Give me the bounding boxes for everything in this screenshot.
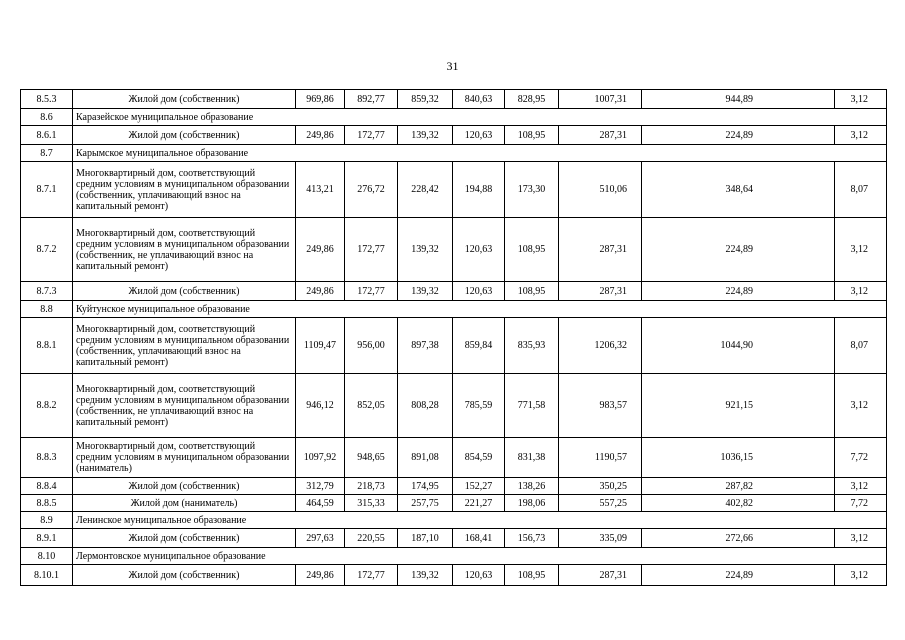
section-row <box>21 145 887 162</box>
housing-type: Многоквартирный дом, соответствующий средним условиям в муниципальном образовании (наниматель) <box>73 438 296 478</box>
table-row <box>21 282 887 301</box>
value-cell: 854,59 <box>453 438 505 478</box>
row-code: 8.6 <box>21 109 73 126</box>
value-cell: 785,59 <box>453 374 505 438</box>
value-cell: 983,57 <box>559 374 642 438</box>
value-cell: 348,64 <box>642 162 835 218</box>
value-cell: 287,31 <box>559 218 642 282</box>
row-code: 8.9 <box>21 512 73 529</box>
value-cell: 891,08 <box>398 438 453 478</box>
value-cell: 120,63 <box>453 126 505 145</box>
value-cell: 350,25 <box>559 478 642 495</box>
value-cell: 287,31 <box>559 565 642 586</box>
table-row <box>21 90 887 109</box>
value-cell: 557,25 <box>559 495 642 512</box>
value-cell: 1206,32 <box>559 318 642 374</box>
value-cell: 218,73 <box>345 478 398 495</box>
value-cell: 138,26 <box>505 478 559 495</box>
housing-type: Многоквартирный дом, соответствующий средним условиям в муниципальном образовании (собственник, не уплачивающий взнос на капитальный ремонт) <box>73 218 296 282</box>
value-cell: 228,42 <box>398 162 453 218</box>
table-row <box>21 374 887 438</box>
row-code: 8.8.3 <box>21 438 73 478</box>
value-cell: 8,07 <box>835 162 887 218</box>
value-cell: 3,12 <box>835 478 887 495</box>
section-row <box>21 548 887 565</box>
value-cell: 946,12 <box>296 374 345 438</box>
value-cell: 139,32 <box>398 565 453 586</box>
table-row <box>21 565 887 586</box>
value-cell: 220,55 <box>345 529 398 548</box>
value-cell: 249,86 <box>296 565 345 586</box>
value-cell: 139,32 <box>398 282 453 301</box>
housing-type: Жилой дом (собственник) <box>73 282 296 301</box>
row-code: 8.7 <box>21 145 73 162</box>
housing-type: Жилой дом (собственник) <box>73 529 296 548</box>
value-cell: 194,88 <box>453 162 505 218</box>
value-cell: 276,72 <box>345 162 398 218</box>
value-cell: 249,86 <box>296 218 345 282</box>
value-cell: 174,95 <box>398 478 453 495</box>
table-row <box>21 478 887 495</box>
row-code: 8.8 <box>21 301 73 318</box>
housing-type: Многоквартирный дом, соответствующий средним условиям в муниципальном образовании (собственник, не уплачивающий взнос на капитальный ремонт) <box>73 374 296 438</box>
row-code: 8.9.1 <box>21 529 73 548</box>
value-cell: 852,05 <box>345 374 398 438</box>
value-cell: 8,07 <box>835 318 887 374</box>
value-cell: 172,77 <box>345 565 398 586</box>
value-cell: 224,89 <box>642 282 835 301</box>
value-cell: 956,00 <box>345 318 398 374</box>
row-code: 8.6.1 <box>21 126 73 145</box>
row-code: 8.10.1 <box>21 565 73 586</box>
value-cell: 198,06 <box>505 495 559 512</box>
value-cell: 287,31 <box>559 282 642 301</box>
value-cell: 831,38 <box>505 438 559 478</box>
value-cell: 297,63 <box>296 529 345 548</box>
table-row <box>21 162 887 218</box>
table-row <box>21 218 887 282</box>
value-cell: 168,41 <box>453 529 505 548</box>
value-cell: 139,32 <box>398 218 453 282</box>
section-title: Карымское муниципальное образование <box>73 145 887 162</box>
section-row <box>21 512 887 529</box>
value-cell: 464,59 <box>296 495 345 512</box>
value-cell: 897,38 <box>398 318 453 374</box>
value-cell: 139,32 <box>398 126 453 145</box>
value-cell: 224,89 <box>642 565 835 586</box>
page-number: 31 <box>446 59 459 73</box>
housing-type: Жилой дом (собственник) <box>73 90 296 109</box>
value-cell: 835,93 <box>505 318 559 374</box>
value-cell: 272,66 <box>642 529 835 548</box>
value-cell: 224,89 <box>642 126 835 145</box>
value-cell: 172,77 <box>345 282 398 301</box>
value-cell: 172,77 <box>345 218 398 282</box>
value-cell: 156,73 <box>505 529 559 548</box>
value-cell: 315,33 <box>345 495 398 512</box>
value-cell: 108,95 <box>505 282 559 301</box>
table-row <box>21 495 887 512</box>
value-cell: 3,12 <box>835 282 887 301</box>
value-cell: 7,72 <box>835 495 887 512</box>
row-code: 8.10 <box>21 548 73 565</box>
section-title: Лермонтовское муниципальное образование <box>73 548 887 565</box>
value-cell: 510,06 <box>559 162 642 218</box>
table-row <box>21 438 887 478</box>
value-cell: 3,12 <box>835 374 887 438</box>
value-cell: 3,12 <box>835 529 887 548</box>
value-cell: 172,77 <box>345 126 398 145</box>
value-cell: 7,72 <box>835 438 887 478</box>
value-cell: 287,82 <box>642 478 835 495</box>
value-cell: 108,95 <box>505 218 559 282</box>
value-cell: 221,27 <box>453 495 505 512</box>
row-code: 8.7.3 <box>21 282 73 301</box>
value-cell: 152,27 <box>453 478 505 495</box>
value-cell: 828,95 <box>505 90 559 109</box>
value-cell: 771,58 <box>505 374 559 438</box>
value-cell: 840,63 <box>453 90 505 109</box>
housing-type: Многоквартирный дом, соответствующий средним условиям в муниципальном образовании (собственник, уплачивающий взнос на капитальный ремонт) <box>73 162 296 218</box>
value-cell: 859,84 <box>453 318 505 374</box>
value-cell: 249,86 <box>296 126 345 145</box>
value-cell: 108,95 <box>505 565 559 586</box>
value-cell: 3,12 <box>835 126 887 145</box>
row-code: 8.5.3 <box>21 90 73 109</box>
table-row <box>21 126 887 145</box>
housing-type: Жилой дом (наниматель) <box>73 495 296 512</box>
value-cell: 859,32 <box>398 90 453 109</box>
table-row <box>21 529 887 548</box>
value-cell: 948,65 <box>345 438 398 478</box>
value-cell: 120,63 <box>453 565 505 586</box>
value-cell: 1007,31 <box>559 90 642 109</box>
value-cell: 892,77 <box>345 90 398 109</box>
section-row <box>21 109 887 126</box>
housing-type: Многоквартирный дом, соответствующий средним условиям в муниципальном образовании (собственник, уплачивающий взнос на капитальный ремонт) <box>73 318 296 374</box>
value-cell: 257,75 <box>398 495 453 512</box>
value-cell: 108,95 <box>505 126 559 145</box>
housing-type: Жилой дом (собственник) <box>73 478 296 495</box>
value-cell: 3,12 <box>835 90 887 109</box>
row-code: 8.8.1 <box>21 318 73 374</box>
value-cell: 120,63 <box>453 282 505 301</box>
value-cell: 1044,90 <box>642 318 835 374</box>
value-cell: 1036,15 <box>642 438 835 478</box>
value-cell: 1190,57 <box>559 438 642 478</box>
value-cell: 312,79 <box>296 478 345 495</box>
row-code: 8.7.2 <box>21 218 73 282</box>
value-cell: 808,28 <box>398 374 453 438</box>
value-cell: 402,82 <box>642 495 835 512</box>
table-body <box>21 90 887 586</box>
row-code: 8.8.5 <box>21 495 73 512</box>
value-cell: 3,12 <box>835 218 887 282</box>
value-cell: 249,86 <box>296 282 345 301</box>
tariff-table <box>20 89 887 586</box>
value-cell: 413,21 <box>296 162 345 218</box>
value-cell: 3,12 <box>835 565 887 586</box>
value-cell: 921,15 <box>642 374 835 438</box>
value-cell: 224,89 <box>642 218 835 282</box>
section-row <box>21 301 887 318</box>
value-cell: 335,09 <box>559 529 642 548</box>
value-cell: 287,31 <box>559 126 642 145</box>
value-cell: 1109,47 <box>296 318 345 374</box>
value-cell: 187,10 <box>398 529 453 548</box>
section-title: Куйтунское муниципальное образование <box>73 301 887 318</box>
value-cell: 944,89 <box>642 90 835 109</box>
value-cell: 969,86 <box>296 90 345 109</box>
row-code: 8.8.4 <box>21 478 73 495</box>
housing-type: Жилой дом (собственник) <box>73 565 296 586</box>
value-cell: 120,63 <box>453 218 505 282</box>
row-code: 8.7.1 <box>21 162 73 218</box>
section-title: Ленинское муниципальное образование <box>73 512 887 529</box>
section-title: Каразейское муниципальное образование <box>73 109 887 126</box>
table-row <box>21 318 887 374</box>
row-code: 8.8.2 <box>21 374 73 438</box>
housing-type: Жилой дом (собственник) <box>73 126 296 145</box>
value-cell: 173,30 <box>505 162 559 218</box>
value-cell: 1097,92 <box>296 438 345 478</box>
